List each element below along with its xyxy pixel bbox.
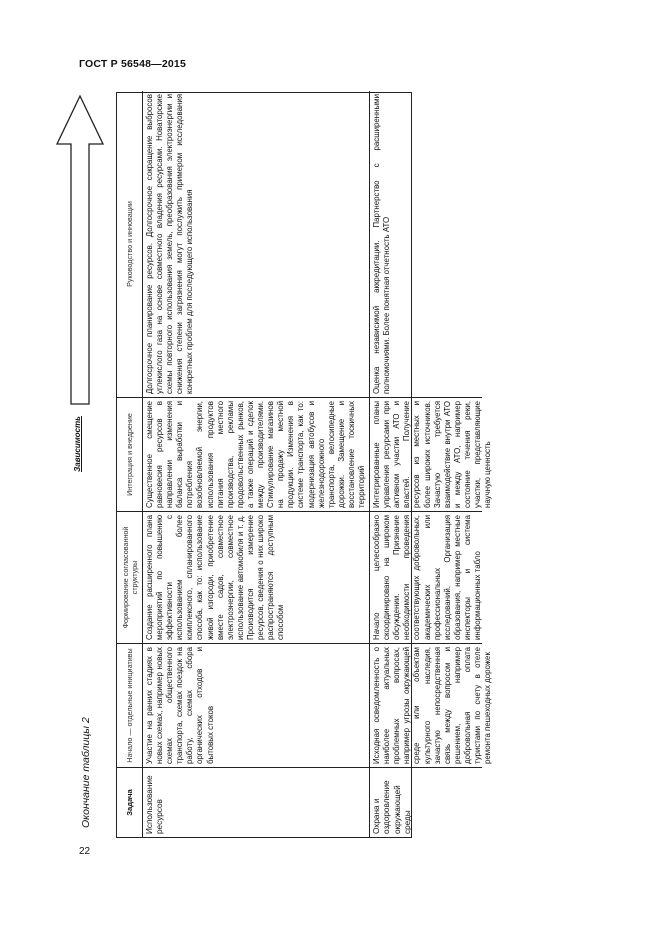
standard-code: ГОСТ Р 56548—2015 bbox=[79, 58, 187, 70]
row-1-start: Участие на ранних стадиях в новых схемах, например новых схемах общественного транспорта, схемах поездок на работу, схемах сбора органических отходов и бытовых стоков bbox=[143, 643, 370, 767]
page-number: 22 bbox=[79, 846, 91, 857]
column-header-leadership: Руководство и инновации bbox=[117, 91, 143, 397]
arrow-label: Зависимость bbox=[73, 416, 82, 472]
row-2-integration: Интегрированные планы управления ресурсами при активном участии АТО и властей. Получение ресурсов из местных и более широких источников. Зачастую требуется взаимодействие внутри АТО и между АТО, например состояние течения реки, участки, представляющие научную ценность bbox=[370, 397, 482, 511]
row-1-task: Использование ресурсов bbox=[143, 767, 370, 837]
row-2-start: Исходная осведомленность о наиболее актуальных проблемных вопросах, например угрозы окружающей среде или объектам культурного наследия, зачастую непосредственная связь между вопросом и решением, например добровольная оплата туристами по счету в отеле ремонта пешеходных дорожек bbox=[370, 643, 482, 767]
column-header-task: Задача bbox=[117, 767, 143, 837]
column-header-integration: Интеграция и внедрение bbox=[117, 397, 143, 511]
row-1-structure: Создание расширенного плана мероприятий по повышению эффективности с использованием более комплексного, спланированного способа, как то: использование живой изгороди, приобретение вместе садов, совместное электроэнергии, совместное использование автомобиля и т. д. Производится измерение ресурсов, сведения о них широко распространяются доступным способом bbox=[143, 511, 370, 643]
row-2-task: Охрана и оздоровление окружающей среды bbox=[370, 767, 482, 837]
arrow-left-icon bbox=[56, 92, 104, 644]
dependency-arrow bbox=[56, 92, 104, 644]
data-table bbox=[116, 92, 493, 838]
row-2-structure: Начало целесообразно скоординировано на широком обсуждении. Признание необходимости проведения соответствующих добровольных, академических или профессиональных исследований. Организация образования, например местные инспекторы и система информационных табло bbox=[370, 511, 482, 643]
row-2-leadership: Оценка независимой аккредитации. Партнерство с расширенными полномочиями. Более понятная отчетность АТО bbox=[372, 94, 392, 394]
row-1-leadership: Долгосрочное планирование ресурсов. Долгосрочное сокращение выбросов углекислого газа на основе совместного владения ресурсами. Новаторские схемы повторного использования земель, преобразования электроэнергии и снижения степени загрязнения могут послужить примером исследования конкретных проблем для последующего использования bbox=[143, 91, 370, 397]
row-1-integration: Существенное смещение равновесия ресурсов в направлении изменения баланса выработки и потребления возобновляемой энергии, использования продуктов питания местного производства, рекламы продовольственных рынков, а также операций и сделок между производителями. Стимулирование магазинов на продажу местной продукции. Изменения в системе транспорта, как то: модернизация автобусов и железнодорожного транспорта, велосипедные дорожки. Замещение и восстановление тоскичных территорий bbox=[143, 397, 370, 511]
column-header-start: Начало — отдельные инициативы bbox=[117, 643, 143, 767]
column-header-structure: Формирование согласованной структуры bbox=[117, 511, 143, 643]
table-caption: Окончание таблицы 2 bbox=[80, 717, 92, 828]
